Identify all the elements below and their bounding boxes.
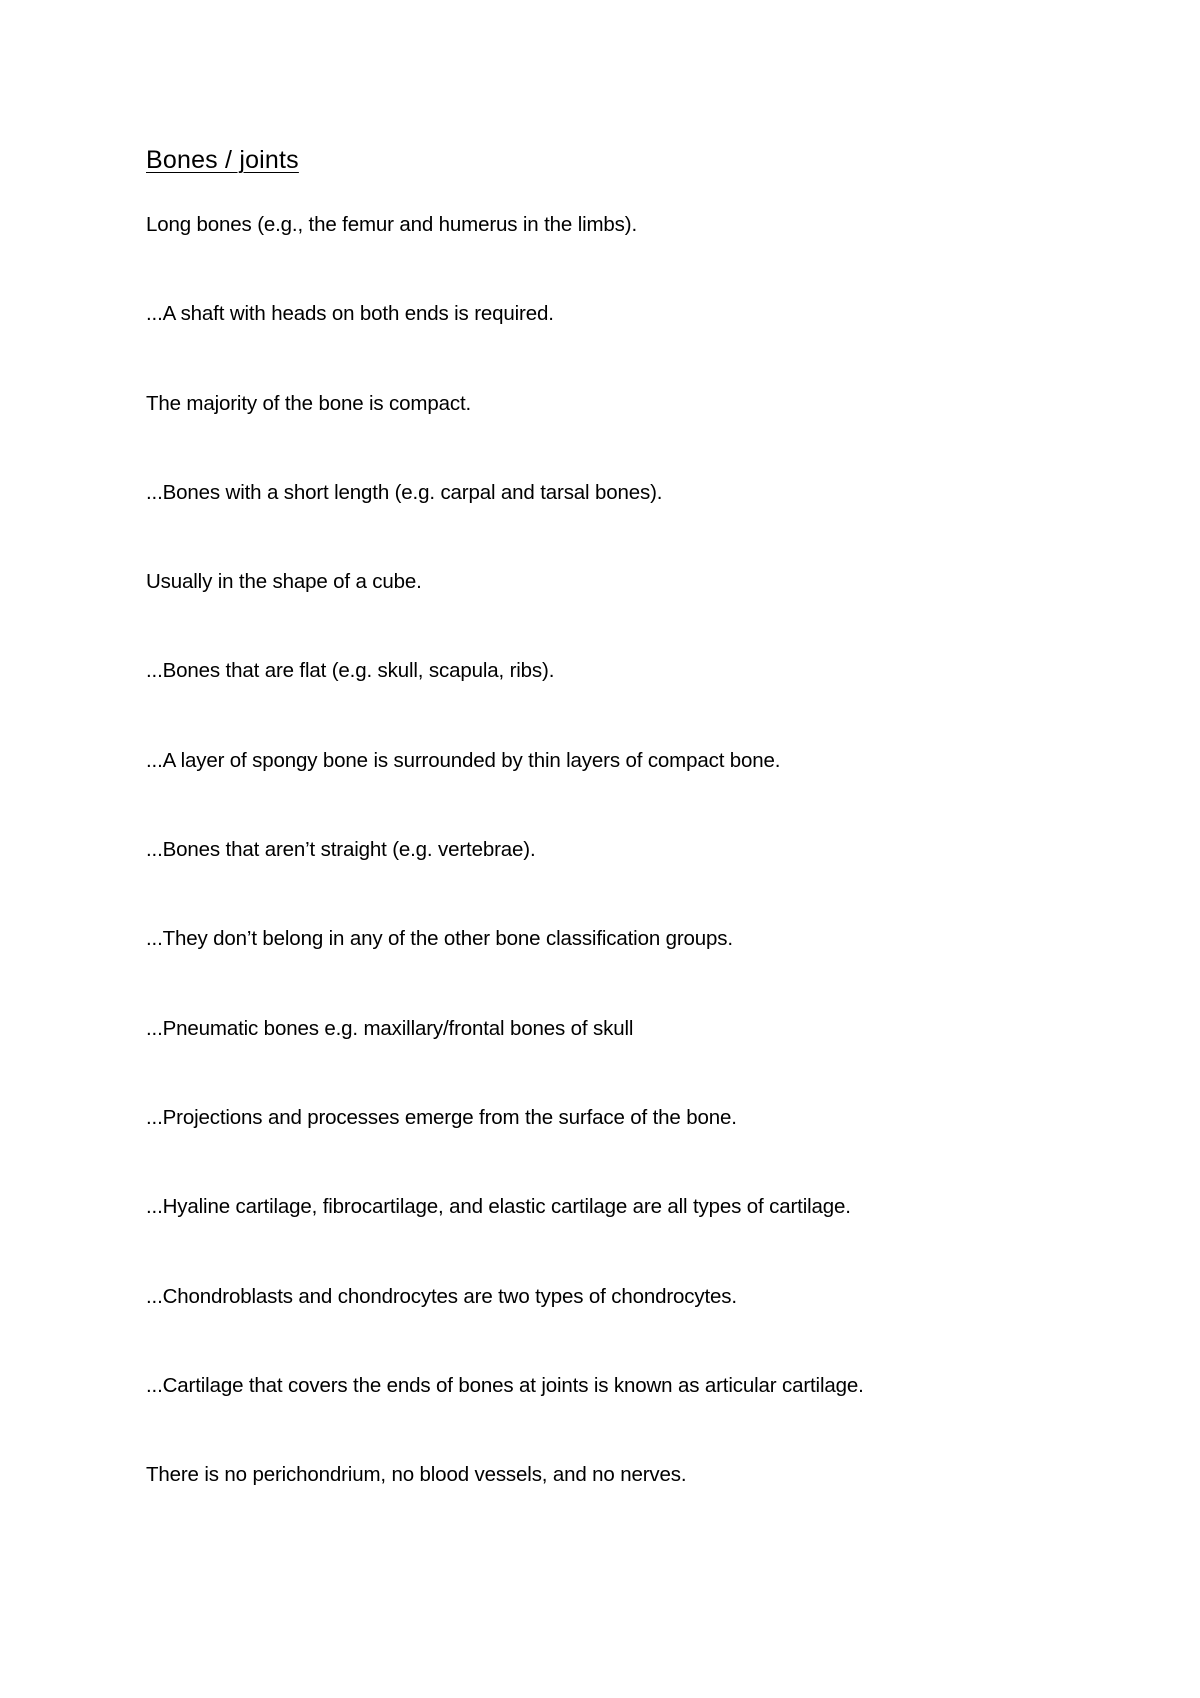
note-line: ...Bones with a short length (e.g. carpal and tarsal bones).: [146, 480, 663, 504]
note-line: ...Hyaline cartilage, fibrocartilage, and elastic cartilage are all types of cartilage.: [146, 1195, 851, 1219]
note-line: The majority of the bone is compact.: [146, 391, 472, 415]
note-line: ...Cartilage that covers the ends of bones at joints is known as articular cartilage.: [146, 1373, 864, 1397]
note-line: ...They don’t belong in any of the other bone classification groups.: [146, 927, 733, 951]
note-line: ...A layer of spongy bone is surrounded by thin layers of compact bone.: [146, 748, 781, 772]
note-line: Usually in the shape of a cube.: [146, 570, 422, 594]
note-line: Long bones (e.g., the femur and humerus in the limbs).: [146, 213, 638, 236]
document-title: Bones / joints: [146, 146, 299, 174]
note-line: ...Chondroblasts and chondrocytes are two types of chondrocytes.: [146, 1284, 737, 1308]
note-line: ...Bones that aren’t straight (e.g. vertebrae).: [146, 838, 536, 862]
note-line: ...Projections and processes emerge from the surface of the bone.: [146, 1105, 737, 1129]
note-line: ...Pneumatic bones e.g. maxillary/frontal bones of skull: [146, 1016, 634, 1040]
note-line: ...A shaft with heads on both ends is required.: [146, 302, 554, 326]
note-line: There is no perichondrium, no blood vessels, and no nerves.: [146, 1463, 687, 1487]
notes-list: [146, 212, 1146, 1551]
note-line: ...Bones that are flat (e.g. skull, scapula, ribs).: [146, 659, 555, 683]
